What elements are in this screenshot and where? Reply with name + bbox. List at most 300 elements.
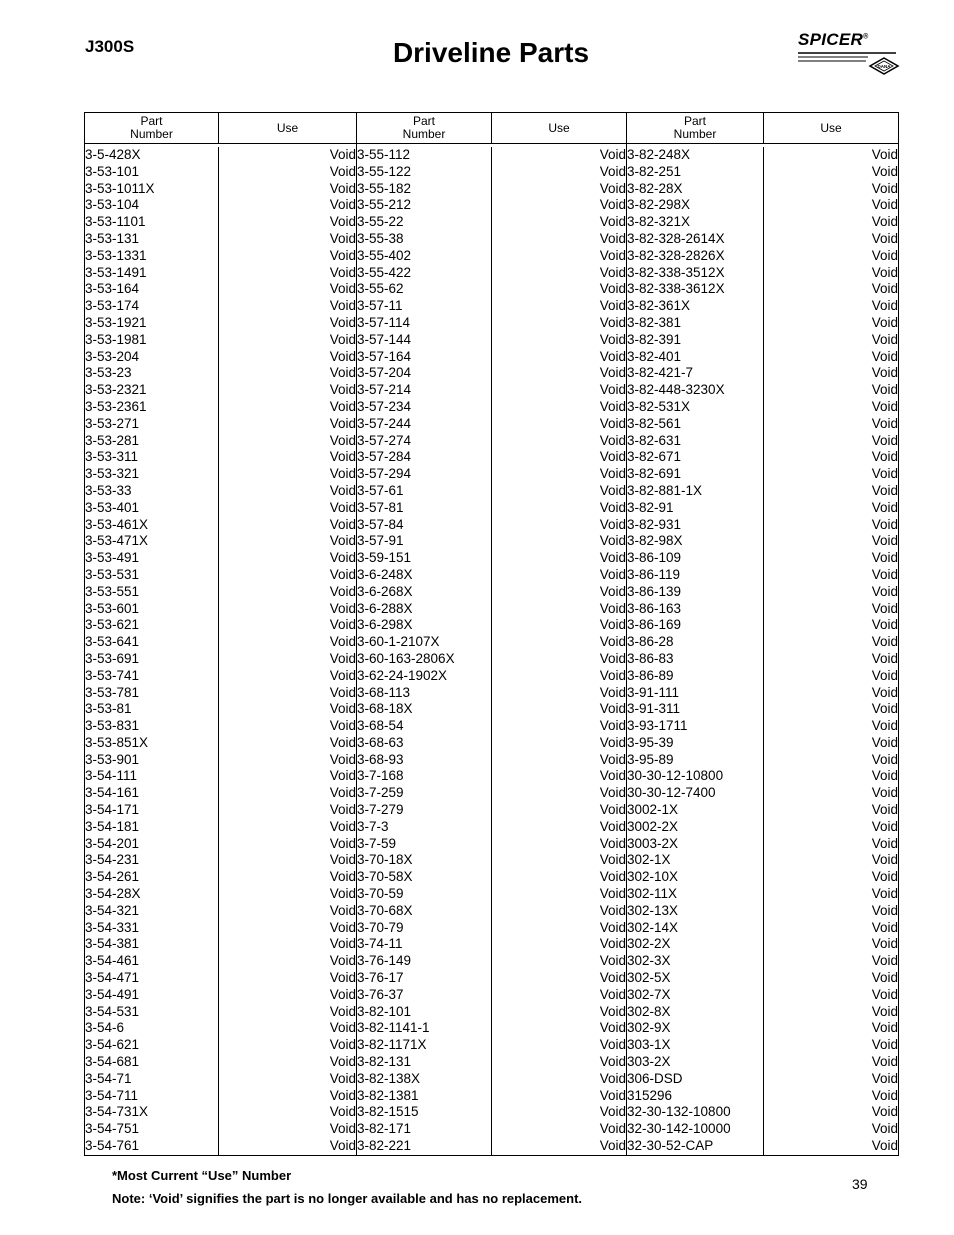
part-number: 3-54-71	[85, 1070, 132, 1086]
use-value: Void	[599, 1020, 626, 1036]
part-number: 3-82-691	[627, 466, 682, 482]
use-value: Void	[599, 1121, 626, 1137]
part-number: 3-57-204	[357, 365, 412, 381]
use-value: Void	[329, 886, 356, 902]
use-value: Void	[599, 163, 626, 179]
use-value: Void	[329, 986, 356, 1002]
part-number: 3003-2X	[627, 835, 679, 851]
part-number: 3-53-101	[85, 163, 140, 179]
part-number: 3-55-22	[357, 214, 404, 230]
header-part-number-3	[627, 113, 764, 144]
part-number: 3-53-1491	[85, 264, 147, 280]
use-column-3	[764, 147, 899, 1155]
part-number: 3-54-711	[85, 1087, 139, 1103]
part-number: 302-3X	[627, 953, 671, 969]
part-number: 3-57-284	[357, 449, 412, 465]
part-number: 3-82-321X	[627, 214, 691, 230]
use-value: Void	[871, 919, 898, 935]
use-value: Void	[871, 415, 898, 431]
part-number: 3-53-321	[85, 466, 140, 482]
use-value: Void	[871, 1020, 898, 1036]
part-number: 3-54-621	[85, 1037, 140, 1053]
part-number: 3-93-1711	[627, 718, 688, 734]
part-number: 3-86-139	[627, 583, 682, 599]
part-number: 3-54-471	[85, 970, 140, 986]
use-value: Void	[329, 953, 356, 969]
header-part-number-3-label: Part Number	[673, 114, 717, 141]
logo-registered-mark: ®	[863, 33, 869, 41]
use-value: Void	[871, 230, 898, 246]
part-number: 3-86-89	[627, 667, 674, 683]
use-value: Void	[329, 482, 356, 498]
use-value: Void	[599, 247, 626, 263]
use-list-2	[492, 147, 626, 1155]
part-number: 3-70-59	[357, 886, 404, 902]
part-number: 3-55-62	[357, 281, 404, 297]
use-value: Void	[329, 869, 356, 885]
part-number: 3-54-751	[85, 1121, 140, 1137]
part-number: 3-54-231	[85, 852, 140, 868]
use-value: Void	[599, 1070, 626, 1086]
use-value: Void	[329, 684, 356, 700]
part-number: 3-7-279	[357, 802, 404, 818]
use-value: Void	[329, 734, 356, 750]
part-number: 3-53-81	[85, 701, 132, 717]
use-value: Void	[871, 902, 898, 918]
use-value: Void	[599, 281, 626, 297]
part-number: 3-91-111	[627, 684, 680, 700]
part-number: 3-53-401	[85, 499, 140, 515]
use-value: Void	[329, 147, 356, 162]
part-number: 3-55-112	[357, 147, 411, 162]
use-value: Void	[329, 533, 356, 549]
part-number: 3-57-11	[357, 298, 403, 314]
use-value: Void	[599, 365, 626, 381]
header-part-number-1	[85, 113, 219, 144]
part-number: 3-53-741	[85, 667, 140, 683]
use-value: Void	[871, 953, 898, 969]
use-value: Void	[599, 197, 626, 213]
part-number: 3-53-1011X	[85, 180, 155, 196]
use-value: Void	[871, 869, 898, 885]
part-number: 3-86-169	[627, 617, 682, 633]
part-number: 3-53-23	[85, 365, 132, 381]
use-value: Void	[871, 1104, 898, 1120]
use-value: Void	[871, 331, 898, 347]
part-number: 3-82-1141-1	[357, 1020, 430, 1036]
use-value: Void	[871, 835, 898, 851]
part-number: 3-57-164	[357, 348, 412, 364]
use-value: Void	[599, 802, 626, 818]
use-value: Void	[329, 1121, 356, 1137]
use-value: Void	[599, 230, 626, 246]
use-value: Void	[329, 432, 356, 448]
use-value: Void	[599, 415, 626, 431]
use-value: Void	[871, 298, 898, 314]
use-value: Void	[599, 970, 626, 986]
use-value: Void	[599, 1054, 626, 1070]
use-value: Void	[871, 701, 898, 717]
part-number: 3-70-68X	[357, 902, 413, 918]
part-number: 302-5X	[627, 970, 671, 986]
use-value: Void	[871, 550, 898, 566]
part-number: 3-82-171	[357, 1121, 412, 1137]
use-value: Void	[329, 566, 356, 582]
use-value: Void	[599, 214, 626, 230]
part-number: 3-54-111	[85, 768, 138, 784]
use-value: Void	[599, 818, 626, 834]
part-number: 302-7X	[627, 986, 671, 1002]
use-value: Void	[871, 163, 898, 179]
part-number: 3-57-91	[357, 533, 404, 549]
part-number: 3-82-881-1X	[627, 482, 703, 498]
part-number: 3-53-164	[85, 281, 140, 297]
part-number: 3-53-271	[85, 415, 140, 431]
use-value: Void	[329, 398, 356, 414]
part-number: 3-68-93	[357, 751, 404, 767]
part-number: 3-68-113	[357, 684, 411, 700]
part-number: 3-7-59	[357, 835, 397, 851]
part-number: 3-6-288X	[357, 600, 413, 616]
use-value: Void	[871, 768, 898, 784]
part-number: 3-54-491	[85, 986, 140, 1002]
part-number: 3-53-281	[85, 432, 140, 448]
part-number: 3-54-201	[85, 835, 140, 851]
part-number: 3-82-381	[627, 314, 682, 330]
use-value: Void	[871, 432, 898, 448]
use-value: Void	[599, 751, 626, 767]
header-use-3: Use	[764, 113, 899, 144]
use-value: Void	[599, 398, 626, 414]
badge-text: DANA	[877, 64, 891, 69]
use-value: Void	[871, 886, 898, 902]
use-value: Void	[329, 214, 356, 230]
use-value: Void	[329, 1070, 356, 1086]
use-value: Void	[329, 667, 356, 683]
part-number: 3-70-79	[357, 919, 404, 935]
part-number: 3-82-248X	[627, 147, 691, 162]
part-number: 3-82-1381	[357, 1087, 419, 1103]
use-value: Void	[599, 869, 626, 885]
part-number: 315296	[627, 1087, 673, 1103]
use-value: Void	[329, 499, 356, 515]
part-number: 3-82-671	[627, 449, 682, 465]
use-value: Void	[599, 180, 626, 196]
use-list-1	[219, 147, 356, 1155]
model-label: J300S	[85, 37, 135, 56]
part-number: 3-53-491	[85, 550, 140, 566]
use-value: Void	[329, 449, 356, 465]
part-number: 3-82-251	[627, 163, 682, 179]
part-number: 3-82-91	[627, 499, 674, 515]
part-number: 3-82-338-3512X	[627, 264, 725, 280]
use-value: Void	[599, 264, 626, 280]
part-number: 3-7-3	[357, 818, 389, 834]
part-number: 3-86-83	[627, 650, 674, 666]
use-value: Void	[871, 566, 898, 582]
use-value: Void	[599, 919, 626, 935]
part-number: 3-53-2321	[85, 382, 147, 398]
use-value: Void	[599, 1087, 626, 1103]
use-column-2	[492, 147, 627, 1155]
use-value: Void	[329, 331, 356, 347]
part-number: 3-86-28	[627, 634, 674, 650]
part-number: 3-53-104	[85, 197, 140, 213]
use-value: Void	[871, 382, 898, 398]
part-number-column-2	[357, 147, 492, 1155]
part-number: 3-57-61	[357, 482, 404, 498]
part-number: 3-82-131	[357, 1054, 412, 1070]
part-number: 3-76-37	[357, 986, 404, 1002]
part-number: 3-60-1-2107X	[357, 634, 440, 650]
part-number: 3-82-298X	[627, 197, 691, 213]
page-number: 39	[852, 1176, 868, 1192]
use-value: Void	[599, 734, 626, 750]
use-value: Void	[599, 382, 626, 398]
part-number: 3-54-261	[85, 869, 140, 885]
use-value: Void	[871, 264, 898, 280]
part-number: 3-55-212	[357, 197, 412, 213]
use-value: Void	[599, 466, 626, 482]
part-number: 3-7-259	[357, 785, 404, 801]
use-value: Void	[329, 936, 356, 952]
use-value: Void	[329, 163, 356, 179]
use-value: Void	[599, 516, 626, 532]
use-value: Void	[599, 314, 626, 330]
part-number: 3-54-181	[85, 818, 140, 834]
part-number: 3-68-18X	[357, 701, 413, 717]
use-value: Void	[599, 550, 626, 566]
use-value: Void	[871, 1003, 898, 1019]
part-number: 302-1X	[627, 852, 671, 868]
use-value: Void	[871, 970, 898, 986]
part-number: 3-53-174	[85, 298, 140, 314]
part-number: 3-70-58X	[357, 869, 413, 885]
use-value: Void	[329, 348, 356, 364]
part-number: 3-57-274	[357, 432, 412, 448]
part-number: 3-54-731X	[85, 1104, 149, 1120]
use-value: Void	[599, 298, 626, 314]
use-value: Void	[599, 718, 626, 734]
use-value: Void	[599, 331, 626, 347]
part-number: 3-95-39	[627, 734, 674, 750]
use-value: Void	[329, 852, 356, 868]
use-value: Void	[329, 718, 356, 734]
use-value: Void	[329, 701, 356, 717]
header-use-1: Use	[219, 113, 357, 144]
use-value: Void	[599, 617, 626, 633]
use-value: Void	[599, 886, 626, 902]
use-value: Void	[329, 600, 356, 616]
use-value: Void	[329, 382, 356, 398]
part-number: 3-86-163	[627, 600, 682, 616]
part-number: 3-53-621	[85, 617, 140, 633]
spicer-logo	[796, 28, 900, 78]
part-number-list-3	[627, 147, 763, 1155]
part-number: 3-7-168	[357, 768, 404, 784]
use-value: Void	[871, 197, 898, 213]
use-value: Void	[871, 314, 898, 330]
use-value: Void	[871, 449, 898, 465]
use-value: Void	[871, 718, 898, 734]
part-number: 3-68-54	[357, 718, 404, 734]
part-number: 3-53-1981	[85, 331, 147, 347]
part-number: 3-55-182	[357, 180, 412, 196]
use-value: Void	[329, 1054, 356, 1070]
part-number: 3-6-248X	[357, 566, 413, 582]
part-number: 3-53-781	[85, 684, 140, 700]
part-number: 3-91-311	[627, 701, 681, 717]
use-value: Void	[871, 482, 898, 498]
parts-table	[84, 112, 899, 1156]
part-number: 3-54-161	[85, 785, 140, 801]
part-number: 3-82-561	[627, 415, 682, 431]
use-value: Void	[329, 1003, 356, 1019]
part-number-column-3	[627, 147, 764, 1155]
use-value: Void	[329, 1037, 356, 1053]
use-value: Void	[871, 583, 898, 599]
part-number: 303-1X	[627, 1037, 671, 1053]
part-number: 3-82-101	[357, 1003, 412, 1019]
part-number: 3-53-831	[85, 718, 140, 734]
part-number: 3-55-422	[357, 264, 412, 280]
use-value: Void	[329, 818, 356, 834]
part-number: 3-82-448-3230X	[627, 382, 725, 398]
use-value: Void	[871, 348, 898, 364]
use-value: Void	[329, 785, 356, 801]
part-number: 3-53-204	[85, 348, 140, 364]
table-header-row	[85, 113, 899, 144]
use-value: Void	[329, 1020, 356, 1036]
part-number: 3-53-311	[85, 449, 139, 465]
part-number: 3-54-331	[85, 919, 140, 935]
header-part-number-1-label: Part Number	[130, 114, 173, 141]
part-number: 3-53-131	[85, 230, 140, 246]
part-number: 3002-2X	[627, 818, 679, 834]
use-value: Void	[871, 180, 898, 196]
header-part-number-2	[357, 113, 492, 144]
part-number: 3-54-6	[85, 1020, 125, 1036]
use-value: Void	[329, 970, 356, 986]
use-value: Void	[599, 986, 626, 1002]
part-number: 3-55-122	[357, 163, 412, 179]
use-value: Void	[871, 634, 898, 650]
use-value: Void	[599, 768, 626, 784]
use-value: Void	[599, 1037, 626, 1053]
use-value: Void	[329, 281, 356, 297]
part-number: 3-53-2361	[85, 398, 147, 414]
part-number: 3-82-531X	[627, 398, 691, 414]
use-value: Void	[871, 1070, 898, 1086]
part-number: 303-2X	[627, 1054, 671, 1070]
use-value: Void	[329, 835, 356, 851]
part-number: 3-53-851X	[85, 734, 149, 750]
use-value: Void	[871, 650, 898, 666]
use-value: Void	[871, 1087, 898, 1103]
part-number: 302-2X	[627, 936, 671, 952]
use-value: Void	[329, 802, 356, 818]
use-value: Void	[329, 516, 356, 532]
use-value: Void	[599, 835, 626, 851]
header-part-number-2-label: Part Number	[402, 114, 446, 141]
use-value: Void	[599, 147, 626, 162]
use-value: Void	[871, 734, 898, 750]
part-number: 3-53-1331	[85, 247, 147, 263]
part-number: 3-54-28X	[85, 886, 141, 902]
use-value: Void	[871, 684, 898, 700]
part-number: 3-62-24-1902X	[357, 667, 448, 683]
part-number-column-1	[85, 147, 219, 1155]
part-number: 3-55-38	[357, 230, 404, 246]
part-number: 3-54-761	[85, 1138, 140, 1154]
part-number: 302-9X	[627, 1020, 671, 1036]
part-number: 3-82-631	[627, 432, 682, 448]
part-number: 3-54-531	[85, 1003, 140, 1019]
use-value: Void	[329, 298, 356, 314]
use-value: Void	[871, 936, 898, 952]
use-value: Void	[599, 902, 626, 918]
use-value: Void	[871, 1037, 898, 1053]
part-number-list-1	[85, 147, 218, 1155]
part-number: 3-82-328-2826X	[627, 247, 725, 263]
part-number: 3-74-11	[357, 936, 403, 952]
part-number: 3-53-691	[85, 650, 140, 666]
use-value: Void	[599, 1104, 626, 1120]
use-value: Void	[871, 1121, 898, 1137]
use-value: Void	[871, 214, 898, 230]
part-number: 3-82-138X	[357, 1070, 421, 1086]
use-value: Void	[871, 247, 898, 263]
part-number: 3-82-391	[627, 331, 682, 347]
part-number: 3-6-268X	[357, 583, 413, 599]
dana-badge-icon	[796, 28, 900, 78]
part-number: 302-8X	[627, 1003, 671, 1019]
part-number: 3-82-931	[627, 516, 682, 532]
part-number: 3-53-461X	[85, 516, 149, 532]
header-use-2: Use	[492, 113, 627, 144]
use-value: Void	[871, 617, 898, 633]
part-number: 3-57-234	[357, 398, 412, 414]
logo-text: SPICER	[798, 30, 864, 49]
part-number: 3-53-33	[85, 482, 132, 498]
use-value: Void	[599, 701, 626, 717]
part-number: 3-54-461	[85, 953, 140, 969]
use-value: Void	[599, 499, 626, 515]
part-number: 3-82-98X	[627, 533, 683, 549]
use-value: Void	[329, 583, 356, 599]
use-value: Void	[599, 953, 626, 969]
use-value: Void	[329, 902, 356, 918]
part-number: 3-53-471X	[85, 533, 149, 549]
use-value: Void	[329, 550, 356, 566]
use-value: Void	[599, 1138, 626, 1154]
use-value: Void	[329, 365, 356, 381]
part-number: 3-54-321	[85, 902, 140, 918]
part-number: 302-11X	[627, 886, 678, 902]
use-value: Void	[871, 147, 898, 162]
part-number: 3-53-901	[85, 751, 140, 767]
part-number: 302-13X	[627, 902, 679, 918]
part-number: 3-53-531	[85, 566, 140, 582]
use-value: Void	[599, 1003, 626, 1019]
use-value: Void	[871, 785, 898, 801]
part-number: 3-57-114	[357, 314, 411, 330]
use-value: Void	[599, 634, 626, 650]
part-number: 3002-1X	[627, 802, 679, 818]
use-value: Void	[871, 1054, 898, 1070]
use-value: Void	[871, 281, 898, 297]
use-value: Void	[329, 264, 356, 280]
